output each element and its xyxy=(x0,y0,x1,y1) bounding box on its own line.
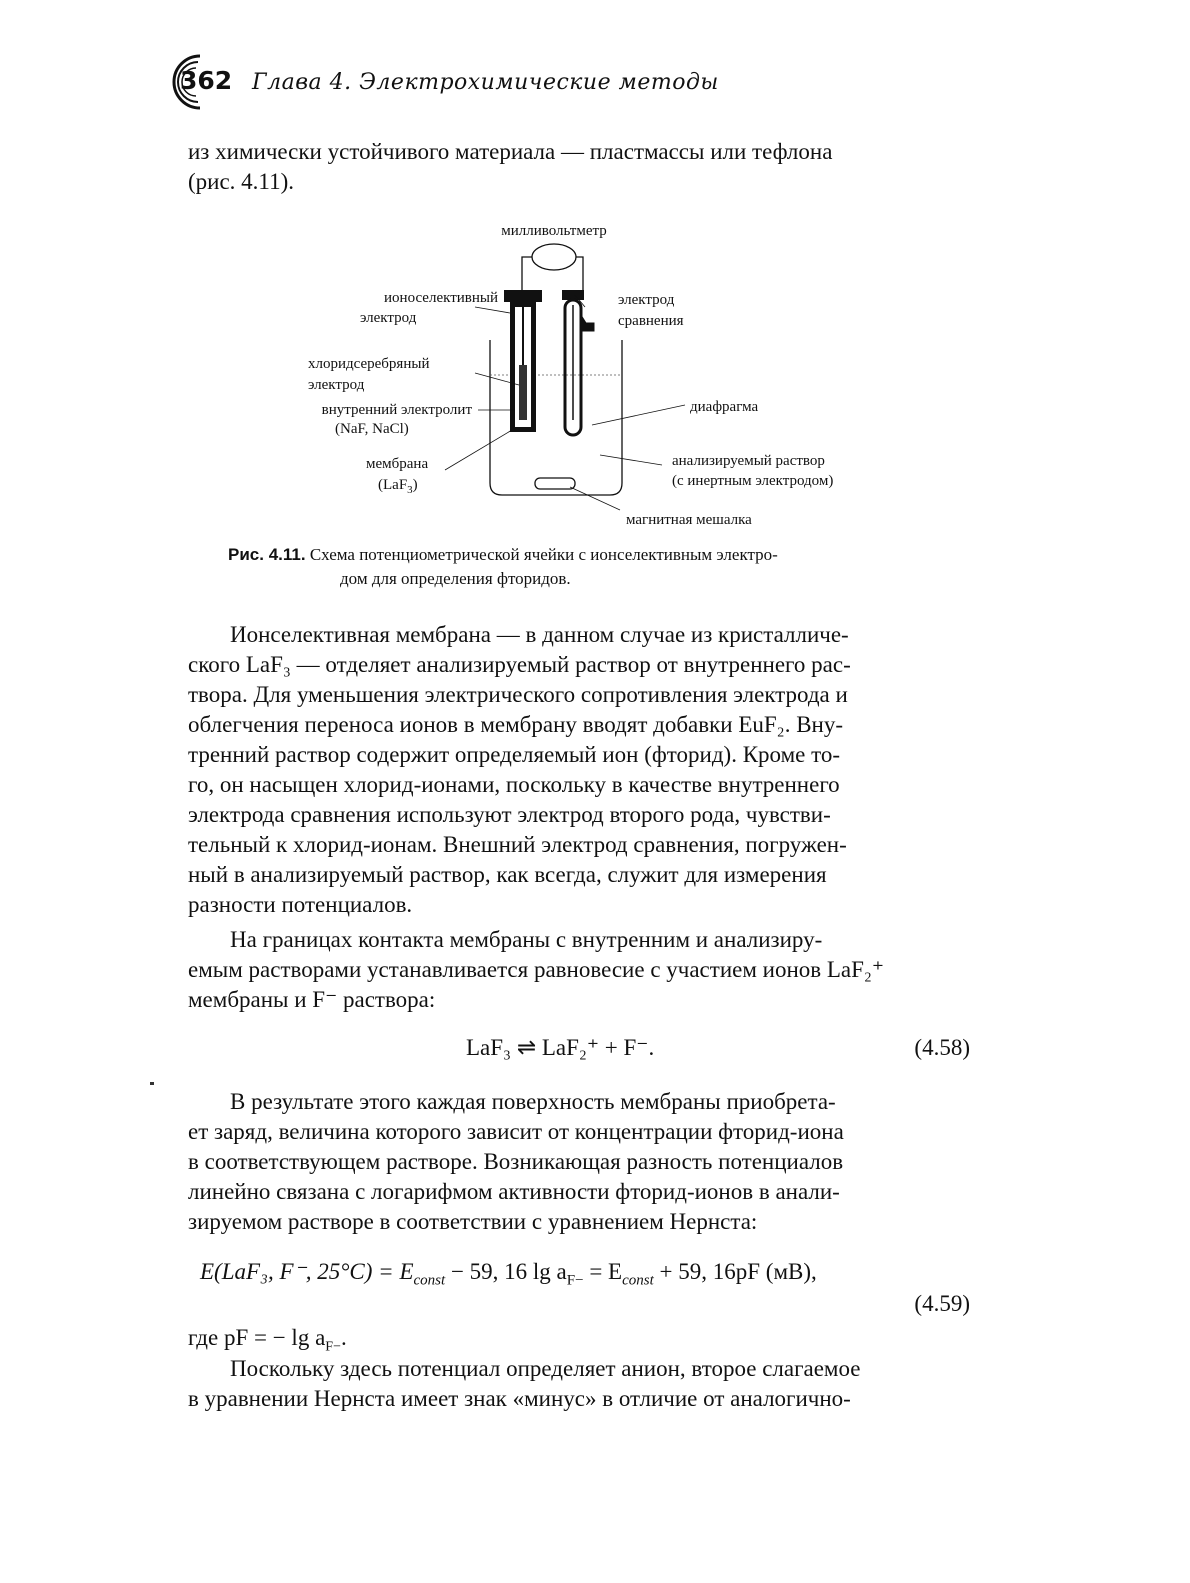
text-line: разности потенциалов. xyxy=(188,892,413,917)
text-line: го, он насыщен хлорид-ионами, поскольку в качестве внутреннего xyxy=(188,772,840,797)
paragraph-3 xyxy=(188,1087,968,1237)
text-line: ный в анализируемый раствор, как всегда, служит для измерения xyxy=(188,862,827,887)
paragraph-2 xyxy=(188,925,968,1015)
text-line: в соответствующем растворе. Возникающая разность потенциалов xyxy=(188,1149,844,1174)
caption-label: Рис. 4.11. xyxy=(228,545,306,564)
magnetic-stirrer xyxy=(535,478,575,489)
text-line: Ионселективная мембрана — в данном случае из кристалличе- xyxy=(230,622,849,647)
equation-number-4-59: (4.59) xyxy=(914,1291,970,1316)
equation-number-4-58: (4.58) xyxy=(914,1035,970,1060)
where-line: где pF = − $\lg a_{F-}$. xyxy=(188,1325,347,1355)
label-analyzed-solution-2: (с инертным электродом) xyxy=(672,473,834,489)
text-line: в уравнении Нернста имеет знак «минус» в отличие от аналогично- xyxy=(188,1386,851,1411)
chapter-title: Глава 4. Электрохимические методы xyxy=(252,70,719,95)
label-reference-2: сравнения xyxy=(618,313,684,329)
label-silver-chloride: хлоридсеребряный xyxy=(308,356,430,372)
text-line: из химически устойчивого материала — пластмассы или тефлона xyxy=(188,139,833,164)
label-internal-electrolyte-2: (NaF, NaCl) xyxy=(335,421,409,437)
label-diaphragm: диафрагма xyxy=(690,399,759,415)
intro-text xyxy=(188,137,968,197)
text-line: тренний раствор содержит определяемый ион (фторид). Кроме то- xyxy=(188,742,841,767)
label-silver-chloride-2: электрод xyxy=(308,377,365,393)
text-line: В результате этого каждая поверхность мембраны приобрета- xyxy=(230,1089,836,1114)
text-line: ет заряд, величина которого зависит от концентрации фторид-иона xyxy=(188,1119,844,1144)
label-ion-selective: ионоселективный xyxy=(384,290,498,306)
text-line: электрода сравнения используют электрод второго рода, чувстви- xyxy=(188,802,831,827)
label-membrane-2: (LaF$_3$) xyxy=(378,477,418,496)
label-internal-electrolyte: внутренний электролит xyxy=(321,402,472,418)
ise-cap xyxy=(504,290,542,302)
text-line: облегчения переноса ионов в мембрану вводят добавки EuF₂. Вну- xyxy=(188,712,844,737)
text-line: твора. Для уменьшения электрического сопротивления электрода и xyxy=(188,682,848,707)
label-magnetic-stirrer: магнитная мешалка xyxy=(626,512,752,528)
text-line: ского LaF₃ — отделяет анализируемый раствор от внутреннего рас- xyxy=(188,652,851,677)
text-line: мембраны и F⁻ раствора: xyxy=(188,987,436,1012)
text-line: емым растворами устанавливается равновесие с участием ионов LaF₂⁺ xyxy=(188,957,885,982)
caption-text-2: дом для определения фторидов. xyxy=(340,569,571,588)
label-ion-selective-2: электрод xyxy=(360,310,417,326)
page-header xyxy=(160,50,980,110)
text-line: тельный к хлорид-ионам. Внешний электрод сравнения, погружен- xyxy=(188,832,847,857)
page-number: 362 xyxy=(180,66,233,95)
equation-4-59: E(LaF₃, F⁻, $25^\circ C) = E_{const} - 59$, 16 $\lg a_{F-} = E_{const} + 59$, 16pF (мВ), xyxy=(200,1259,817,1289)
text-line: (рис. 4.11). xyxy=(188,169,294,194)
label-analyzed-solution: анализируемый раствор xyxy=(672,453,825,469)
text-line: линейно связана с логарифмом активности фторид-ионов в анали- xyxy=(188,1179,840,1204)
label-membrane: мембрана xyxy=(366,456,429,472)
millivoltmeter-icon xyxy=(532,244,576,270)
label-millivoltmeter: милливольтметр xyxy=(501,223,607,239)
potentiometric-cell-diagram xyxy=(300,215,900,535)
text-line: зируемом растворе в соответствии с уравнением Нернста: xyxy=(188,1209,758,1234)
paragraph-5 xyxy=(188,1354,968,1414)
text-line: Поскольку здесь потенциал определяет анион, второе слагаемое xyxy=(230,1356,861,1381)
beaker xyxy=(490,340,622,495)
figure-caption xyxy=(228,543,978,591)
caption-text: Схема потенциометрической ячейки с ионселективным электро- xyxy=(309,545,778,564)
label-reference: электрод xyxy=(618,292,675,308)
paragraph-1 xyxy=(188,620,968,920)
text-line: На границах контакта мембраны с внутренним и анализиру- xyxy=(230,927,823,952)
silver-chloride-electrode xyxy=(519,365,527,420)
equation-4-58: LaF₃ ⇌ LaF₂⁺ + F⁻. xyxy=(466,1035,655,1060)
margin-mark xyxy=(150,1082,154,1085)
